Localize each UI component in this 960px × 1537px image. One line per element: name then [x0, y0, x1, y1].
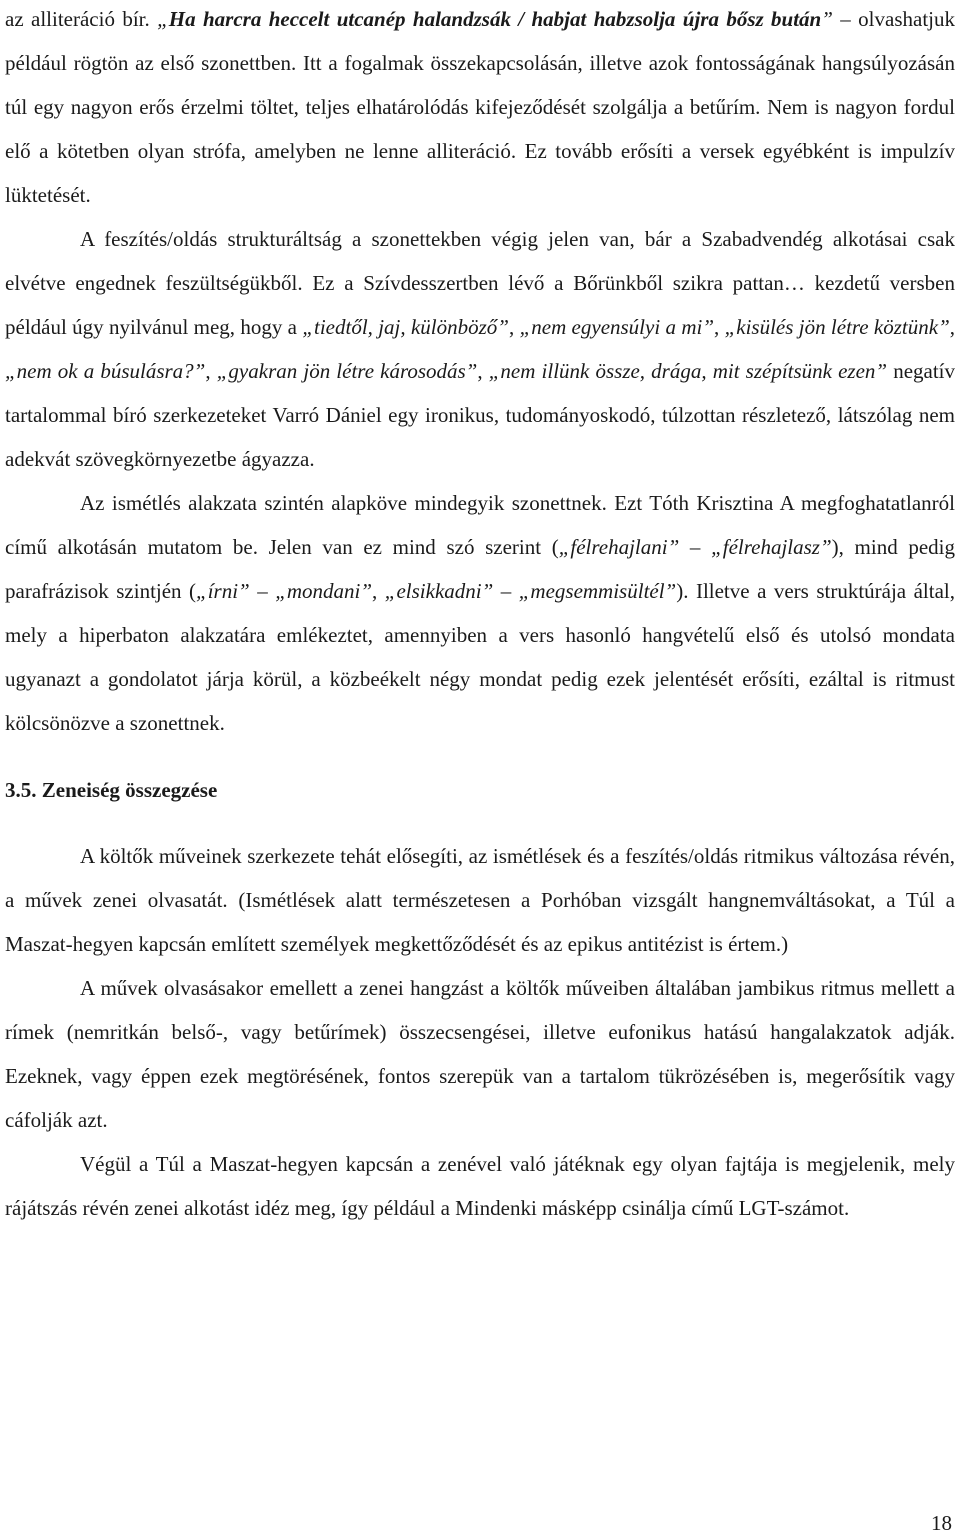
italic-quote: „mondani” — [275, 579, 373, 603]
italic-quote: „megsemmisültél” — [518, 579, 677, 603]
italic-quote: „gyakran jön létre károsodás” — [216, 359, 478, 383]
text-run: Végül a Túl a Maszat-hegyen kapcsán a zenével való játéknak egy olyan fajtája is megjelenik, mely rájátszás révén zenei alkotást idéz meg, így például a Mindenki másképp csinálja című LGT-számot. — [5, 1152, 955, 1220]
text-run: – — [679, 535, 712, 559]
italic-quote: „nem illünk össze, drága, mit szépítsünk ezen” — [488, 359, 888, 383]
text-run: negatív tartalommal bíró szerkezeteket Varró Dániel egy ironikus, tudományoskodó, túlzottan részletező, látszólag nem adekvát szövegkörnyezetbe ágyazza. — [5, 359, 956, 471]
text-run: , — [205, 359, 217, 383]
italic-quote: „írni” — [196, 579, 250, 603]
paragraph — [5, 217, 955, 481]
italic-quote: „ — [157, 7, 169, 31]
paragraph — [5, 481, 955, 745]
text-run: , — [372, 579, 385, 603]
document-page — [5, 0, 955, 1230]
text-run: , — [714, 315, 725, 339]
italic-quote: ” — [821, 7, 833, 31]
italic-quote: „tiedtől, jaj, különböző” — [302, 315, 509, 339]
paragraph — [5, 966, 955, 1142]
italic-quote: „nem egyensúlyi a mi” — [519, 315, 715, 339]
text-run: ), mind pedig parafrázisok szintjén ( — [5, 535, 956, 603]
page-number: 18 — [931, 1511, 952, 1535]
text-run: az alliteráció bír. — [5, 7, 158, 31]
body-text-bottom — [5, 834, 955, 1230]
emphasis-quote: Ha harcra heccelt utcanép halandzsák / habjat habzsolja újra bősz bután — [168, 7, 822, 31]
paragraph — [5, 834, 955, 966]
text-run: A művek olvasásakor emellett a zenei hangzást a költők műveiben általában jambikus ritmus mellett a rímek (nemritkán belső-, vagy betűrímek) összecsengései, illetve eufonikus hatású hangalakzatok adják. Ezeknek, vagy éppen ezek megtörésének, fontos szerepük van a tartalom tükrözésében is, megerősítik vagy cáfolják azt. — [5, 976, 955, 1132]
paragraph — [5, 0, 955, 217]
text-run: A költők műveinek szerkezete tehát elősegíti, az ismétlések és a feszítés/oldás ritmikus változása révén, a művek zenei olvasatát. (Ismétlések alatt természetesen a Porhóban vizsgált hangnemváltásokat, a Túl a Maszat-hegyen kapcsán említett személyek megkettőződését és az epikus antitézist is értem.) — [5, 844, 955, 956]
text-run: – olvashatjuk például rögtön az első szonettben. Itt a fogalmak összekapcsolásán, illetve azok fontosságának hangsúlyozásán túl egy nagyon erős érzelmi töltet, teljes elhatárolódás kifejeződését szolgálja a betűrím. Nem is nagyon fordul elő a kötetben olyan strófa, amelyben ne lenne alliteráció. Ez tovább erősíti a versek egyébként is impulzív lüktetését. — [5, 7, 955, 207]
text-run: , — [477, 359, 489, 383]
italic-quote: „nem ok a búsulásra?” — [5, 359, 206, 383]
section-heading: 3.5. Zeneiség összegzése — [5, 778, 218, 802]
text-run: , — [508, 315, 520, 339]
text-run: , — [949, 315, 956, 339]
body-text-top — [5, 0, 955, 745]
italic-quote: „elsikkadni” — [384, 579, 494, 603]
text-run: – — [493, 579, 519, 603]
text-run: – — [249, 579, 276, 603]
text-run: ). Illetve a vers struktúrája által, mely a hiperbaton alakzatára emlékeztet, amennyiben a vers hasonló hangvételű első és utolsó mondata ugyanazt a gondolatot járja körül, a közbeékelt négy mondat pedig ezek jelentését erősíti, ezáltal is ritmust kölcsönözve a szonettnek. — [5, 579, 955, 735]
paragraph — [5, 1142, 955, 1230]
text-run: A feszítés/oldás strukturáltság a szonettekben végig jelen van, bár a Szabadvendég alkotásai csak elvétve engednek feszültségükből. Ez a Szívdesszertben lévő a Bőrünkből szikra pattan… kezdetű versben például úgy nyilvánul meg, hogy a — [5, 227, 955, 339]
text-run: Az ismétlés alakzata szintén alapköve mindegyik szonettnek. Ezt Tóth Krisztina A megfoghatatlanról című alkotásán mutatom be. Jelen van ez mind szó szerint ( — [5, 491, 955, 559]
italic-quote: „kisülés jön létre köztünk” — [724, 315, 950, 339]
italic-quote: „félrehajlani” — [558, 535, 680, 559]
italic-quote: „félrehajlasz” — [711, 535, 832, 559]
